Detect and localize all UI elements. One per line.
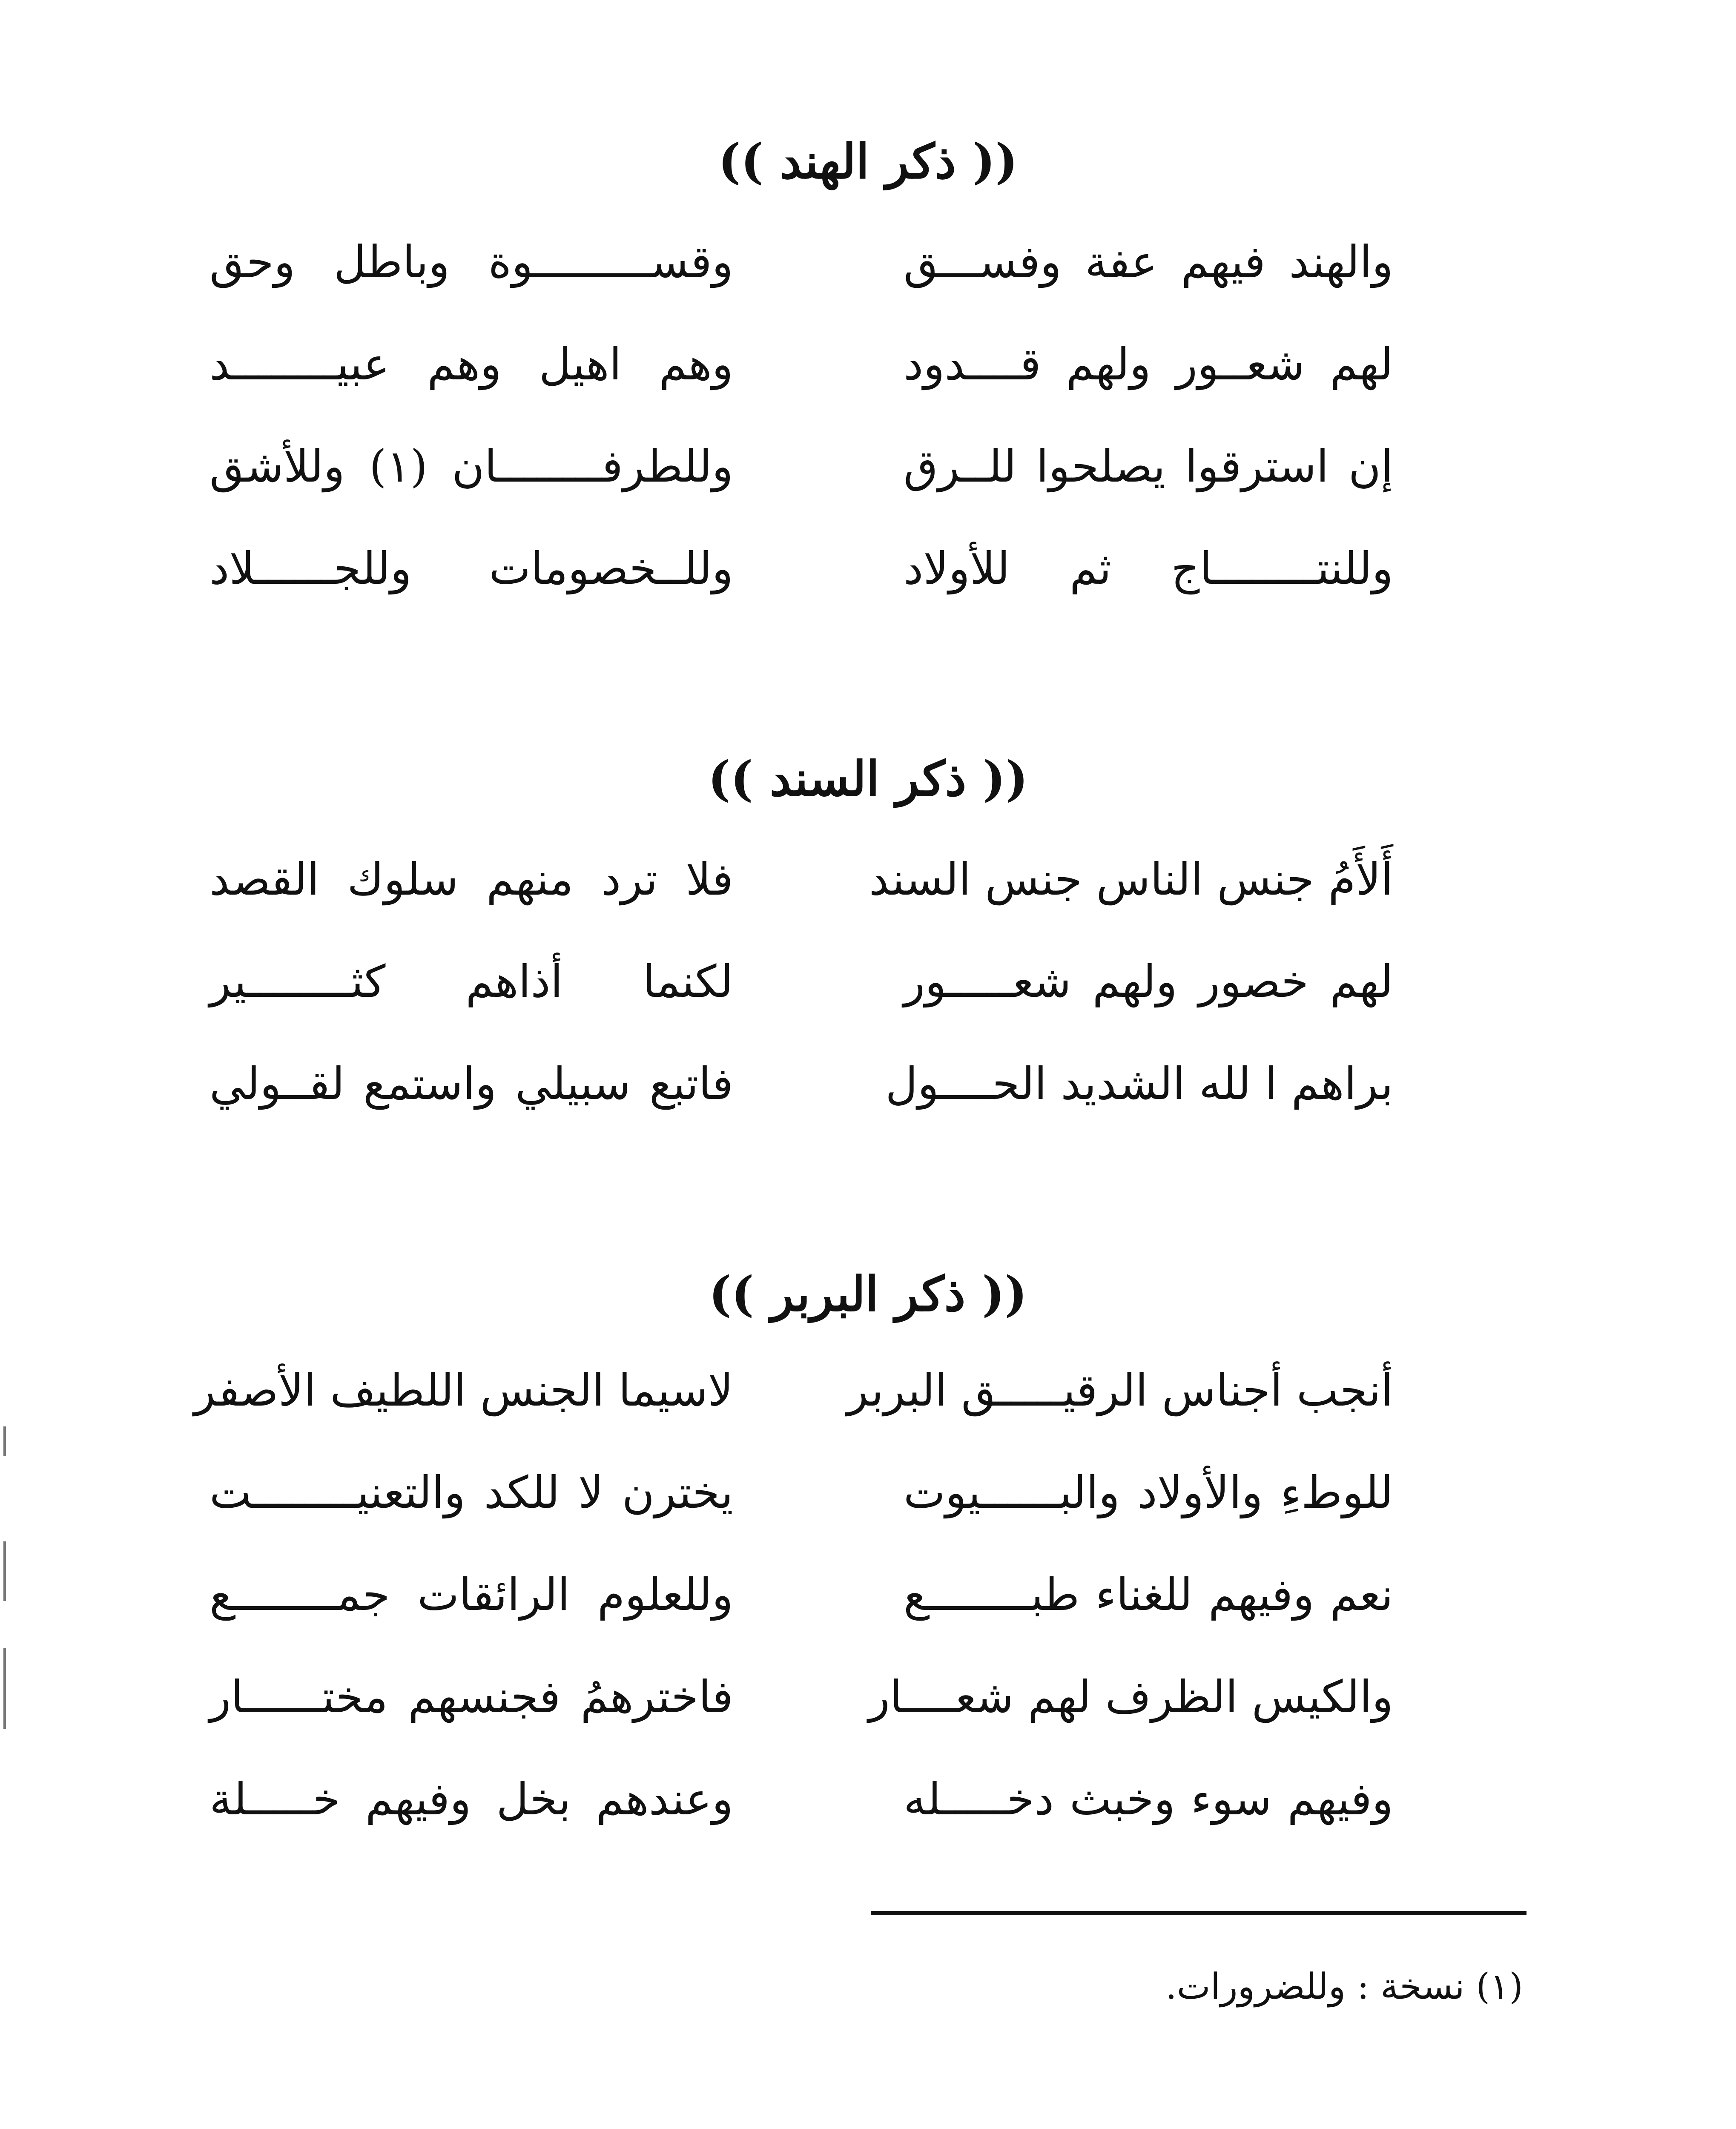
section-title-sind: (( ذكر السند )) [708,751,1028,807]
verse-first-hemistich: وفيهم سوء وخبث دخـــــله [904,1773,1393,1825]
verse-first-hemistich: نعم وفيهم للغناء طبــــــــع [904,1569,1393,1621]
verse-sind-2 [0,947,1736,1016]
verse-second-hemistich: لكنما أذاهم كثــــــــير [209,955,733,1007]
verse-second-hemistich: وللــخصومات وللجــــــلاد [209,542,733,594]
verse-hind-4 [0,534,1736,603]
verse-sind-1 [0,845,1736,913]
verse-hind-1 [0,228,1736,296]
verse-first-hemistich: أَلأَمُ جنس الناس جنس السند [869,853,1393,905]
verse-barbar-1 [0,1356,1736,1424]
verse-second-hemistich: لاسيما الجنس اللطيف الأصفر [194,1364,733,1416]
verse-second-hemistich: وقســـــــــوة وباطل وحق [209,236,733,288]
verse-barbar-3 [0,1561,1736,1629]
verse-first-hemistich: إن استرقوا يصلحوا للــرق [904,440,1393,492]
verse-first-hemistich: وللنتــــــــاج ثم للأولاد [904,542,1393,594]
section-title-hind: (( ذكر الهند )) [718,134,1018,189]
verse-first-hemistich: والهند فيهم عفة وفســـق [904,236,1393,288]
scan-margin-mark [3,1648,6,1729]
verse-second-hemistich: وللطرفــــــــان (١) وللأشق [209,440,733,492]
footnote-separator [871,1911,1527,1915]
verse-first-hemistich: أنجب أجناس الرقيـــــق البربر [846,1364,1393,1416]
verse-second-hemistich: فاتبع سبيلي واستمع لقــولي [209,1058,733,1110]
verse-second-hemistich: وللعلوم الرائقات جمــــــــع [209,1569,733,1621]
verse-first-hemistich: براهم ا لله الشديد الحــــول [885,1058,1393,1110]
verse-barbar-5 [0,1765,1736,1833]
scan-margin-mark [3,1426,6,1456]
section-title-barbar: (( ذكر البربر )) [709,1266,1027,1322]
verse-hind-2 [0,330,1736,398]
verse-second-hemistich: فاخترهمُ فجنسهم مختــــــار [209,1671,733,1723]
verse-first-hemistich: لهم خصور ولهم شعـــــور [904,955,1393,1007]
verse-second-hemistich: وعندهم بخل وفيهم خـــــلة [209,1773,733,1825]
scan-margin-mark [3,1541,6,1601]
verse-barbar-2 [0,1458,1736,1526]
verse-barbar-4 [0,1663,1736,1731]
verse-second-hemistich: يخترن لا للكد والتعنيــــــــت [209,1466,733,1518]
footnote: (١) نسخة : وللضرورات. [1165,1965,1523,2007]
verse-first-hemistich: والكيس الظرف لهم شعــــار [868,1671,1393,1723]
verse-first-hemistich: لهم شعــور ولهم قــــدود [904,338,1393,390]
verse-hind-3 [0,432,1736,500]
verse-first-hemistich: للوطءِ والأولاد والبــــــيوت [904,1466,1393,1518]
verse-second-hemistich: وهم اهيل وهم عبيــــــــد [209,338,733,390]
verse-second-hemistich: فلا ترد منهم سلوك القصد [209,853,733,905]
verse-sind-3 [0,1050,1736,1118]
